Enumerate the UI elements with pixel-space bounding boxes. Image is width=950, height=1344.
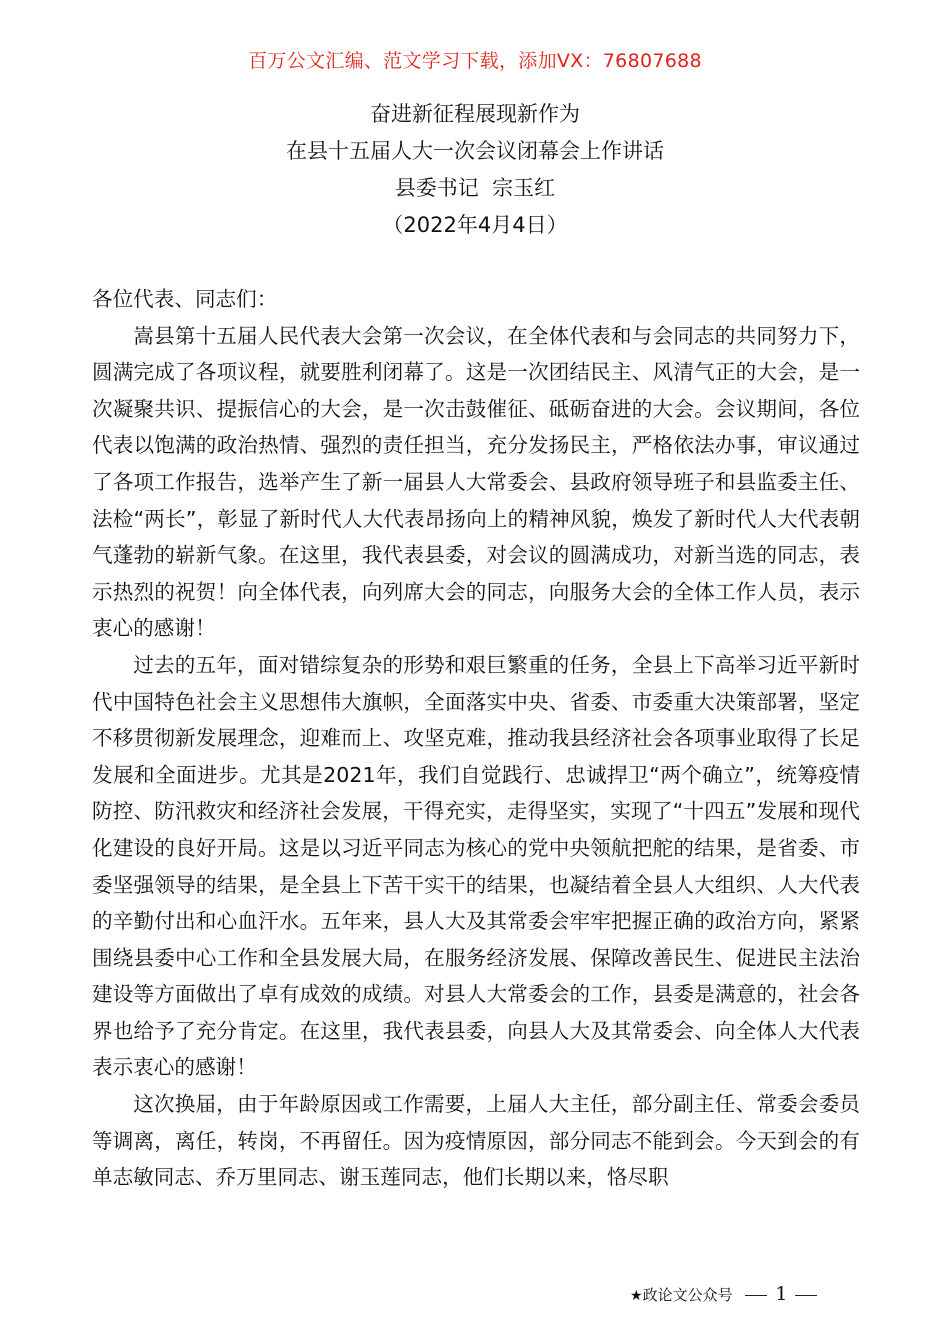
salutation: 各位代表、同志们： xyxy=(92,287,278,311)
speech-body xyxy=(92,281,860,1196)
author-line: 县委书记 宗玉红 xyxy=(394,176,556,200)
star-icon: ★ xyxy=(630,1288,643,1304)
date-line: （2022年4月4日） xyxy=(382,213,568,237)
paragraph-2: 过去的五年，面对错综复杂的形势和艰巨繁重的任务，全县上下高举习近平新时代中国特色社会主义思想伟大旗帜，全面落实中央、省委、市委重大决策部署，坚定不移贯彻新发展理念，迎难而上、攻坚克难，推动我县经济社会各项事业取得了长足发展和全面进步。尤其是2021年，我们自觉践行、忠诚捍卫“两个确立”，统筹疫情防控、防汛救灾和经济社会发展，干得充实，走得坚实，实现了“十四五”发展和现代化建设的良好开局。这是以习近平同志为核心的党中央领航把舵的结果，是省委、市委坚强领导的结果，是全县上下苦干实干的结果，也凝结着全县人大组织、人大代表的辛勤付出和心血汗水。五年来，县人大及其常委会牢牢把握正确的政治方向，紧紧围绕县委中心工作和全县发展大局，在服务经济发展、保障改善民生、促进民主法治建设等方面做出了卓有成效的成绩。对县人大常委会的工作，县委是满意的，社会各界也给予了充分肯定。在这里，我代表县委，向县人大及其常委会、向全体人大代表表示衷心的感谢！ xyxy=(92,652,860,1080)
footer-source: 政论文公众号 xyxy=(642,1286,733,1304)
footer-dash-right xyxy=(795,1295,817,1296)
paragraph-1: 嵩县第十五届人民代表大会第一次会议，在全体代表和与会同志的共同努力下，圆满完成了各项议程，就要胜利闭幕了。这是一次团结民主、风清气正的大会，是一次凝聚共识、提振信心的大会，是一次击鼓催征、砥砺奋进的大会。会议期间，各位代表以饱满的政治热情、强烈的责任担当，充分发扬民主，严格依法办事，审议通过了各项工作报告，选举产生了新一届县人大常委会、县政府领导班子和县监委主任、法检“两长”，彰显了新时代人大代表昂扬向上的精神风貌，焕发了新时代人大代表朝气蓬勃的崭新气象。在这里，我代表县委，对会议的圆满成功，对新当选的同志，表示热烈的祝贺！向全体代表，向列席大会的同志，向服务大会的全体工作人员，表示衷心的感谢！ xyxy=(92,323,860,641)
document-subtitle: 在县十五届人大一次会议闭幕会上作讲话 xyxy=(286,139,664,163)
title-block xyxy=(0,96,950,244)
paragraph-3: 这次换届，由于年龄原因或工作需要，上届人大主任，部分副主任、常委会委员等调离，离任，转岗，不再留任。因为疫情原因，部分同志不能到会。今天到会的有单志敏同志、乔万里同志、谢玉莲同志，他们长期以来，恪尽职 xyxy=(92,1092,860,1190)
page-number: 1 xyxy=(775,1283,788,1305)
document-title: 奋进新征程展现新作为 xyxy=(370,102,580,126)
page-footer xyxy=(630,1283,870,1309)
footer-dash-left xyxy=(745,1295,767,1296)
promo-banner: 百万公文汇编、范文学习下载，添加VX：76807688 xyxy=(248,50,702,72)
